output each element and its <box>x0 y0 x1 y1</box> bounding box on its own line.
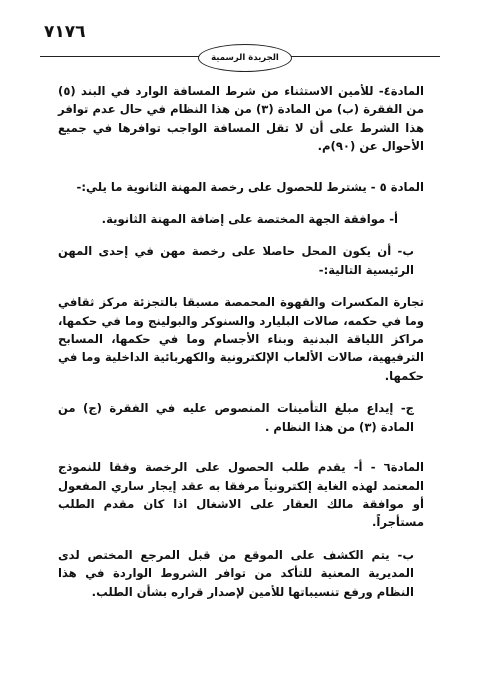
document-body <box>58 82 424 601</box>
article-5-item-c: ج- إيداع مبلغ التأمينات المنصوص عليه في الفقرة (ج) من المادة (٣) من هذا النظام . <box>58 401 414 434</box>
article-5-intro: المادة ٥ - يشترط للحصول على رخصة المهنة الثانوية ما يلي:- <box>76 179 424 194</box>
page-number: ٧١٧٦ <box>44 22 86 42</box>
article-6-item-a: المادة٦ - أ- يقدم طلب الحصول على الرخصة وفقا للنموذج المعتمد لهذه الغاية إلكترونياً مرفقا به عقد إيجار ساري المفعول أو موافقة مالك العقار على الاشغال اذا كان مقدم الطلب مستأجراً. <box>58 460 424 530</box>
article-6-item-b: ب- يتم الكشف على الموقع من قبل المرجع المختص لدى المديرية المعنية للتأكد من توافر الشروط الواردة في هذا النظام ورفع تنسيباتها للأمين لإصدار قراره بشأن الطلب. <box>58 547 414 599</box>
header-rule-right <box>290 56 440 57</box>
header-rule-left <box>40 56 200 57</box>
gazette-title-oval <box>198 44 292 72</box>
article-5-item-b: ب- أن يكون المحل حاصلا على رخصة مهن في إحدى المهن الرئيسية التالية:- <box>58 244 414 277</box>
article-5-activities-list: تجارة المكسرات والقهوة المحمصة مسبقا بالتجزئة مركز ثقافي وما في حكمه، صالات البليارد والسنوكر والبولينج وما في حكمها، مراكز اللياقة البدنية وبناء الأجسام وما في حكمها، المسابح الترفيهية، صالات الألعاب الإلكترونية والكهربائية الداخلية وما في حكمها. <box>58 295 424 383</box>
article-5-item-a: أ- موافقة الجهة المختصة على إضافة المهنة الثانوية. <box>101 212 398 227</box>
article-4: المادة٤- للأمين الاستثناء من شرط المسافة الوارد في البند (٥) من الفقرة (ب) من المادة (٣) من هذا النظام في حال عدم توافر هذا الشرط على أن لا تقل المسافة الواجب توافرها في جميع الأحوال عن (٩٠)م. <box>58 84 424 154</box>
gazette-title: الجريدة الرسمية <box>211 53 279 63</box>
